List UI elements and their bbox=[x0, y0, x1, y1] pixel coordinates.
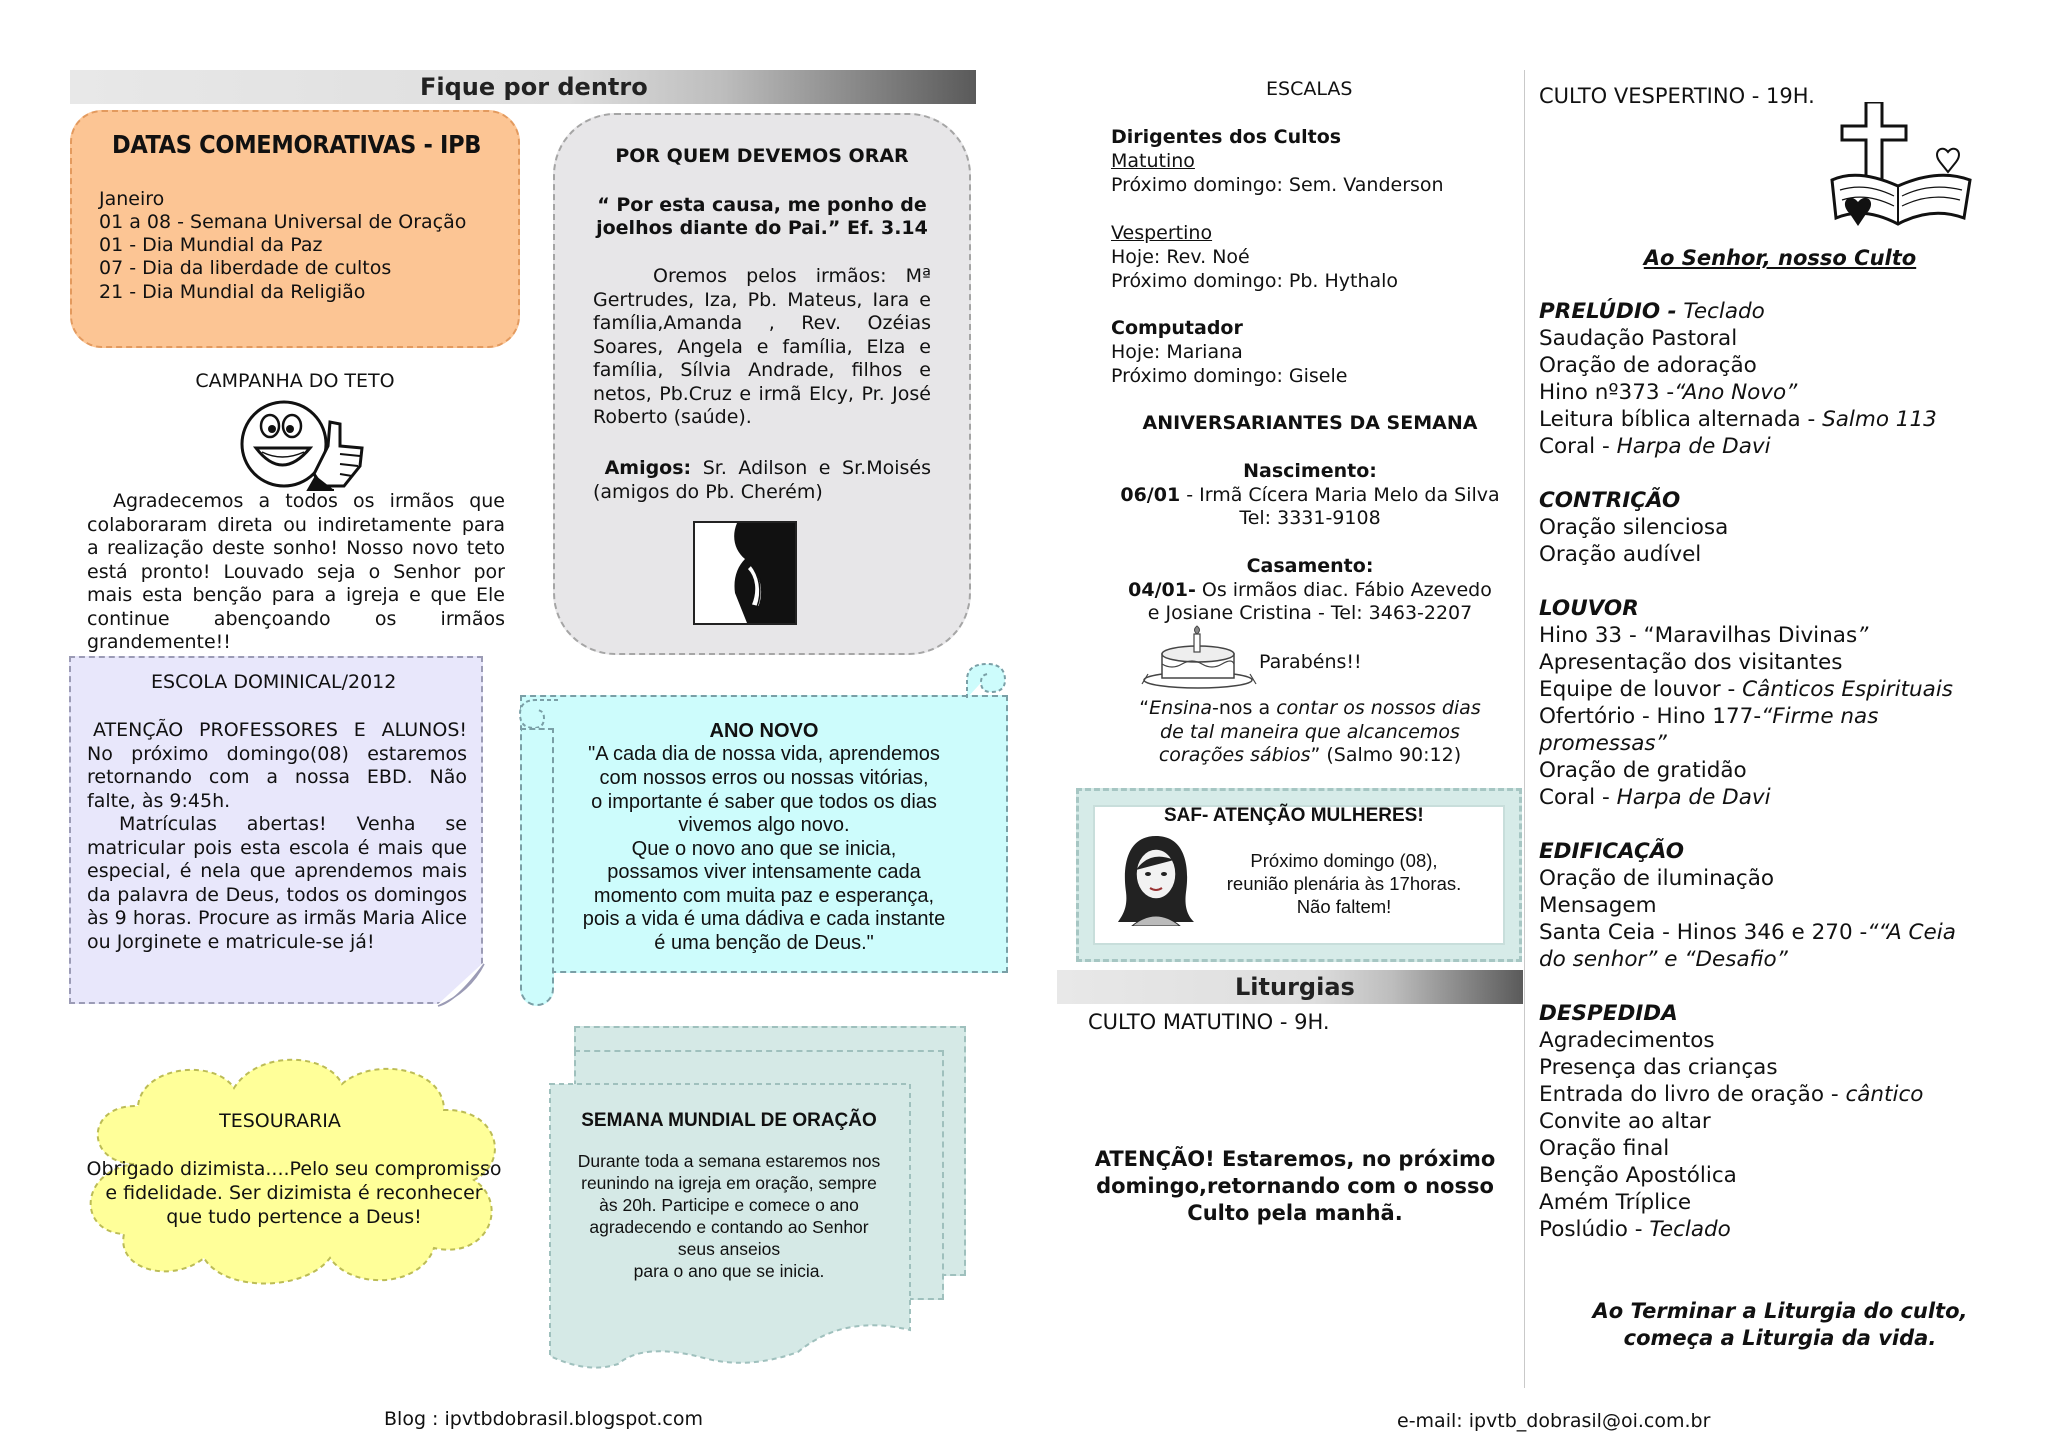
semana-line: para o ano que se inicia. bbox=[633, 1261, 825, 1281]
page-curl-decoration bbox=[436, 962, 486, 1008]
liturgy-item bbox=[1539, 730, 2019, 757]
dirigentes-label: Dirigentes dos Cultos bbox=[1111, 126, 1342, 148]
liturgy-item bbox=[1539, 1081, 2019, 1108]
woman-portrait-icon bbox=[1108, 830, 1204, 926]
item-italic: Cânticos Espirituais bbox=[1742, 677, 1954, 702]
section-heading bbox=[1539, 838, 2019, 865]
item-text: Coral - bbox=[1539, 785, 1617, 810]
computador-label: Computador bbox=[1111, 317, 1243, 339]
semana-title: SEMANA MUNDIAL DE ORAÇÃO bbox=[581, 1110, 877, 1131]
datas-month: Janeiro bbox=[99, 188, 165, 210]
edificacao-heading: EDIFICAÇÃO bbox=[1539, 839, 1685, 864]
item-text: Coral - bbox=[1539, 434, 1617, 459]
tesouraria-title: TESOURARIA bbox=[219, 1110, 341, 1132]
saf-line: Próximo domingo (08), bbox=[1250, 850, 1438, 871]
liturgy-item: Oração de iluminação bbox=[1539, 866, 1775, 891]
orar-verse-line: joelhos diante do Pai.” Ef. 3.14 bbox=[596, 217, 928, 239]
section-heading bbox=[1539, 487, 2019, 514]
por-quem-orar-box bbox=[553, 113, 971, 655]
quote-mark: “ bbox=[1139, 697, 1150, 719]
datas-item: 21 - Dia Mundial da Religião bbox=[99, 281, 366, 303]
atencao-line: Culto pela manhã. bbox=[1187, 1201, 1403, 1225]
item-italic: Harpa de Davi bbox=[1616, 434, 1771, 459]
escola-title: ESCOLA DOMINICAL/2012 bbox=[151, 671, 397, 693]
liturgy-item bbox=[1539, 919, 2019, 946]
liturgy-item: Oração de adoração bbox=[1539, 353, 1757, 378]
item-text: Hino nº373 - bbox=[1539, 380, 1675, 405]
fique-por-dentro-header bbox=[70, 70, 976, 104]
birthday-cake-icon bbox=[1138, 624, 1258, 690]
aniversariantes-title: ANIVERSARIANTES DA SEMANA bbox=[1142, 412, 1478, 434]
liturgy-item bbox=[1539, 379, 2019, 406]
casamento-date: 04/01- bbox=[1128, 579, 1196, 601]
item-italic: Salmo 113 bbox=[1822, 407, 1937, 432]
item-italic: Teclado bbox=[1649, 1217, 1731, 1242]
atencao-line: ATENÇÃO! Estaremos, no próximo bbox=[1094, 1147, 1496, 1171]
liturgy-item: Presença das crianças bbox=[1539, 1055, 1778, 1080]
semana-line: às 20h. Participe e comece o ano bbox=[599, 1195, 859, 1215]
section-heading bbox=[1539, 1000, 2019, 1027]
item-italic: ““A Ceia bbox=[1867, 920, 1956, 945]
orar-verse-line: “ Por esta causa, me ponho de bbox=[597, 194, 927, 216]
ano-novo-line: o importante é saber que todos os dias bbox=[591, 791, 937, 813]
liturgy-item: Agradecimentos bbox=[1539, 1028, 1715, 1053]
orar-text: Oremos pelos irmãos: Mª Gertrudes, Iza, Pb. Mateus, Iara e família,Amanda , Rev. Ozéias Soares, Angela e família, Elza e família, Sílvia Andrade, filhos e netos, Pb.Cruz e irmã Elcy, Pr. José Roberto (saúde). bbox=[593, 265, 931, 428]
escola-paragraph: ATENÇÃO PROFESSORES E ALUNOS! No próximo domingo(08) estaremos retornando com a nossa EBD. Não falte, às 9:45h. bbox=[87, 719, 467, 812]
cross-bible-hearts-icon bbox=[1828, 102, 1974, 236]
verse-normal: -nos a bbox=[1212, 697, 1277, 719]
email-link[interactable]: e-mail: ipvtb_dobrasil@oi.com.br bbox=[1397, 1410, 1711, 1432]
datas-item: 01 a 08 - Semana Universal de Oração bbox=[99, 211, 467, 233]
orar-friends-text: Sr. Adilson e Sr.Moisés (amigos do Pb. Cherém) bbox=[593, 457, 931, 503]
liturgy-item bbox=[1539, 433, 2019, 460]
verse-italic: corações sábios bbox=[1158, 744, 1311, 766]
item-italic: cântico bbox=[1845, 1082, 1924, 1107]
ano-novo-line: momento com muita paz e esperança, bbox=[593, 885, 935, 907]
liturgy-item bbox=[1539, 784, 2019, 811]
liturgy-item bbox=[1539, 406, 2019, 433]
saf-line: reunião plenária às 17horas. bbox=[1226, 873, 1462, 894]
liturgy-item: Oração audível bbox=[1539, 542, 1702, 567]
ano-novo-line: Que o novo ano que se inicia, bbox=[631, 838, 897, 860]
culto-vespertino-title: CULTO VESPERTINO - 19H. bbox=[1539, 84, 1815, 108]
preludio-heading: PRELÚDIO - bbox=[1539, 299, 1677, 324]
closing-line: Ao Terminar a Liturgia do culto, bbox=[1592, 1299, 1968, 1323]
vespertino-label: Vespertino bbox=[1111, 222, 1213, 244]
ano-novo-line: pois a vida é uma dádiva e cada instante bbox=[582, 908, 946, 930]
preludio-detail: Teclado bbox=[1676, 299, 1765, 324]
saf-title: SAF- ATENÇÃO MULHERES! bbox=[1164, 805, 1424, 826]
blog-link[interactable]: Blog : ipvtbdobrasil.blogspot.com bbox=[384, 1408, 703, 1430]
nascimento-date: 06/01 bbox=[1120, 484, 1181, 506]
header-title: Fique por dentro bbox=[420, 73, 648, 101]
tesouraria-line: Obrigado dizimista....Pelo seu compromisso bbox=[86, 1158, 502, 1180]
orar-friends-label: Amigos: bbox=[604, 457, 692, 479]
ano-novo-line: é uma benção de Deus." bbox=[654, 932, 874, 954]
liturgy-item: Saudação Pastoral bbox=[1539, 326, 1738, 351]
liturgy-item: Oração final bbox=[1539, 1136, 1670, 1161]
salmo-verse-line bbox=[1100, 697, 1520, 721]
item-text: Ofertório - Hino 177- bbox=[1539, 704, 1762, 729]
contricao-heading: CONTRIÇÃO bbox=[1539, 488, 1681, 513]
ano-novo-line: possamos viver intensamente cada bbox=[607, 861, 921, 883]
item-italic: “Firme nas bbox=[1761, 704, 1879, 729]
item-italic: Harpa de Davi bbox=[1616, 785, 1771, 810]
item-italic: do senhor” e “Desafio” bbox=[1539, 947, 1788, 972]
louvor-heading: LOUVOR bbox=[1539, 596, 1639, 621]
datas-item: 07 - Dia da liberdade de cultos bbox=[99, 257, 392, 279]
semana-line: Durante toda a semana estaremos nos bbox=[577, 1151, 881, 1171]
liturgy-item: Convite ao altar bbox=[1539, 1109, 1711, 1134]
liturgias-header bbox=[1057, 970, 1523, 1004]
item-text: Poslúdio - bbox=[1539, 1217, 1650, 1242]
casamento-line bbox=[1100, 579, 1520, 603]
despedida-heading: DESPEDIDA bbox=[1539, 1001, 1678, 1026]
nascimento-line bbox=[1100, 484, 1520, 508]
section-heading bbox=[1539, 595, 2019, 622]
escola-dominical-box bbox=[69, 656, 483, 1004]
liturgy-item bbox=[1539, 1216, 2019, 1243]
preludio-item bbox=[1539, 298, 2019, 325]
datas-comemorativas-box bbox=[70, 110, 520, 348]
datas-title: DATAS COMEMORATIVAS - IPB bbox=[112, 130, 482, 159]
scroll-left-rod bbox=[520, 728, 554, 1006]
liturgy-item: Oração silenciosa bbox=[1539, 515, 1729, 540]
campanha-title: CAMPANHA DO TETO bbox=[195, 370, 395, 392]
tesouraria-line: que tudo pertence a Deus! bbox=[166, 1206, 422, 1228]
vespertino-next: Próximo domingo: Pb. Hythalo bbox=[1111, 270, 1399, 292]
scroll-curl-top-left bbox=[518, 698, 560, 732]
column-divider bbox=[1524, 70, 1525, 1388]
praying-hands-image bbox=[693, 521, 797, 625]
computador-today: Hoje: Mariana bbox=[1111, 341, 1243, 363]
smiley-thumbs-up-icon bbox=[236, 396, 370, 492]
semana-line: agradecendo e contando ao Senhor bbox=[589, 1217, 869, 1237]
campanha-text: Agradecemos a todos os irmãos que colaboraram direta ou indiretamente para a realização deste sonho! Nosso novo teto está pronto! Louvado seja o Senhor por mais esta benção para a igreja e que Ele continue abençoando os irmãos grandemente!! bbox=[87, 490, 505, 653]
atencao-line: domingo,retornando com o nosso bbox=[1096, 1174, 1494, 1198]
item-text: Entrada do livro de oração - bbox=[1539, 1082, 1846, 1107]
ano-novo-line: vivemos algo novo. bbox=[678, 814, 850, 836]
orar-friends bbox=[593, 457, 931, 504]
closing-line: começa a Liturgia da vida. bbox=[1623, 1326, 1937, 1350]
vespertino-today: Hoje: Rev. Noé bbox=[1111, 246, 1250, 268]
liturgy-item: Amém Tríplice bbox=[1539, 1190, 1692, 1215]
salmo-verse-line: de tal maneira que alcancemos bbox=[1160, 721, 1460, 743]
ano-novo-title: ANO NOVO bbox=[709, 720, 819, 742]
liturgias-title: Liturgias bbox=[1235, 973, 1355, 1001]
verse-italic: Ensina bbox=[1149, 697, 1213, 719]
computador-next: Próximo domingo: Gisele bbox=[1111, 365, 1348, 387]
matutino-label: Matutino bbox=[1111, 150, 1195, 172]
tesouraria-line: e fidelidade. Ser dizimista é reconhecer bbox=[105, 1182, 483, 1204]
liturgy-list bbox=[1539, 298, 2019, 1243]
liturgy-item bbox=[1539, 622, 2019, 649]
semana-line: seus anseios bbox=[677, 1239, 781, 1259]
item-text: Santa Ceia - Hinos 346 e 270 - bbox=[1539, 920, 1868, 945]
liturgy-item bbox=[1539, 703, 2019, 730]
liturgy-item bbox=[1539, 676, 2019, 703]
liturgy-item bbox=[1539, 946, 2019, 973]
verse-italic: contar os nossos dias bbox=[1276, 697, 1481, 719]
orar-title: POR QUEM DEVEMOS ORAR bbox=[615, 145, 909, 167]
nascimento-label: Nascimento: bbox=[1243, 460, 1377, 482]
culto-matutino-title: CULTO MATUTINO - 9H. bbox=[1088, 1010, 1330, 1034]
item-text: Equipe de louvor - bbox=[1539, 677, 1743, 702]
scroll-curl-top-right bbox=[965, 662, 1009, 700]
liturgy-item: Oração de gratidão bbox=[1539, 758, 1747, 783]
nascimento-tel: Tel: 3331-9108 bbox=[1239, 507, 1381, 529]
salmo-verse-line bbox=[1100, 744, 1520, 768]
semana-line: reunindo na igreja em oração, sempre bbox=[581, 1173, 877, 1193]
item-text: Hino 33 - “Maravilhas Divinas bbox=[1539, 623, 1858, 648]
saf-line: Não faltem! bbox=[1296, 896, 1392, 917]
liturgy-item: Benção Apostólica bbox=[1539, 1163, 1737, 1188]
ao-senhor-heading: Ao Senhor, nosso Culto bbox=[1643, 246, 1917, 270]
item-italic: “Ano Novo” bbox=[1674, 380, 1798, 405]
ano-novo-line: com nossos erros ou nossas vitórias, bbox=[599, 767, 929, 789]
item-italic: ” bbox=[1857, 623, 1869, 648]
item-text: Leitura bíblica alternada - bbox=[1539, 407, 1823, 432]
ano-novo-scroll bbox=[520, 695, 1008, 973]
liturgy-item: Mensagem bbox=[1539, 893, 1657, 918]
liturgy-item: Apresentação dos visitantes bbox=[1539, 650, 1843, 675]
nascimento-text: - Irmã Cícera Maria Melo da Silva bbox=[1180, 484, 1500, 506]
casamento-label: Casamento: bbox=[1246, 555, 1374, 577]
datas-item: 01 - Dia Mundial da Paz bbox=[99, 234, 323, 256]
item-italic: promessas” bbox=[1539, 731, 1667, 756]
casamento-text2: e Josiane Cristina - Tel: 3463-2207 bbox=[1147, 602, 1473, 624]
verse-normal: ” (Salmo 90:12) bbox=[1310, 744, 1462, 766]
casamento-text: Os irmãos diac. Fábio Azevedo bbox=[1195, 579, 1492, 601]
parabens-text: Parabéns!! bbox=[1259, 651, 1362, 673]
matutino-next: Próximo domingo: Sem. Vanderson bbox=[1111, 174, 1444, 196]
ano-novo-line: "A cada dia de nossa vida, aprendemos bbox=[588, 743, 940, 765]
escola-paragraph: Matrículas abertas! Venha se matricular pois esta escola é mais que especial, é nela que aprendemos mais da palavra de Deus, todos os domingos às 9 horas. Procure as irmãs Maria Alice ou Jorginete e matricule-se já! bbox=[87, 813, 467, 953]
escalas-title: ESCALAS bbox=[1266, 78, 1353, 100]
